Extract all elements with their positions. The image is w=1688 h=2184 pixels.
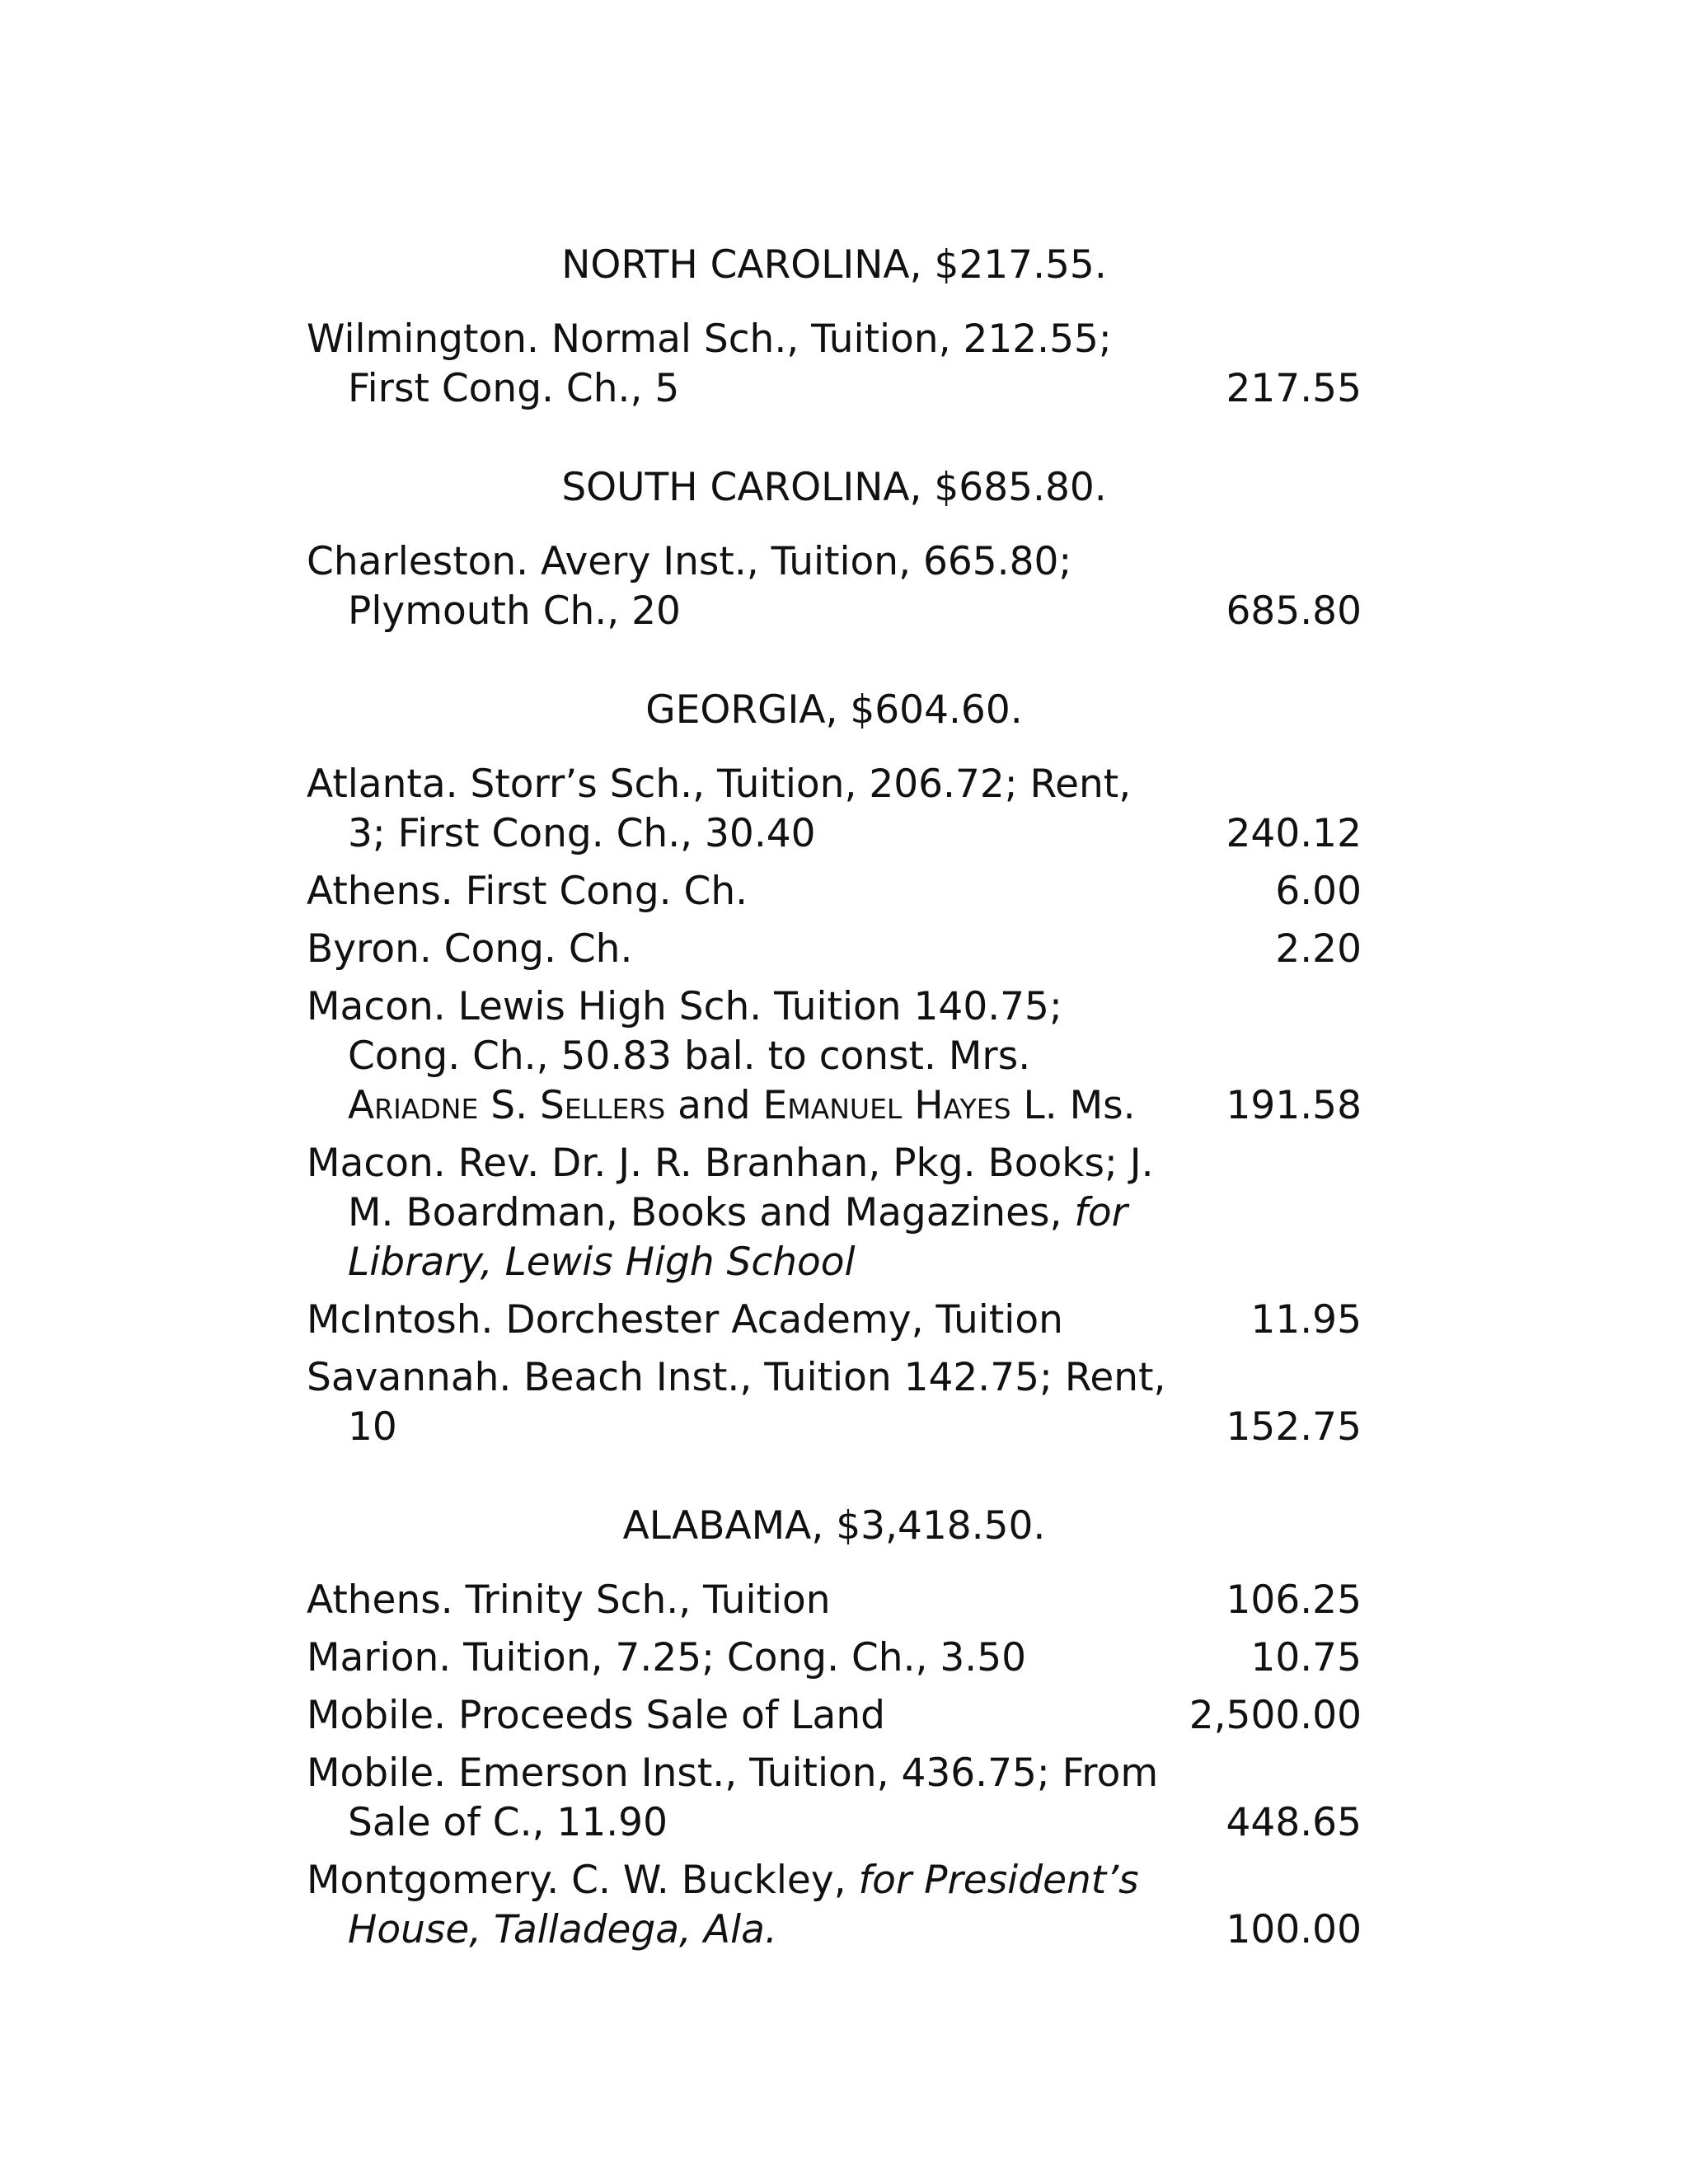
section-heading-georgia: GEORGIA, $604.60.: [645, 687, 1023, 733]
entry-byron: [307, 925, 1362, 974]
entry-amount: 106.25: [1226, 1577, 1362, 1623]
entry-charleston: [307, 537, 1362, 636]
entry-text: Mobile. Proceeds Sale of Land: [307, 1693, 885, 1738]
entry-wilmington: [307, 315, 1362, 414]
entry-name-small-caps: Emanuel Hayes: [762, 1083, 1011, 1128]
entry-text: Macon. Rev. Dr. J. R. Branhan, Pkg. Books; J. M. Boardman, Books and Magazines,: [307, 1141, 1154, 1235]
entry-amount: 448.65: [1226, 1800, 1362, 1845]
entry-text: Marion. Tuition, 7.25; Cong. Ch., 3.50: [307, 1635, 1027, 1680]
entry-amount: 152.75: [1226, 1404, 1362, 1450]
entry-amount: 10.75: [1250, 1635, 1362, 1680]
entry-amount: 685.80: [1226, 588, 1362, 634]
entry-amount: 2.20: [1275, 926, 1362, 972]
entry-text: Savannah. Beach Inst., Tuition 142.75; Rent, 10: [307, 1355, 1166, 1450]
entry-macon-lewis: [307, 982, 1362, 1131]
entry-text: Athens. Trinity Sch., Tuition: [307, 1577, 831, 1623]
entry-amount: 2,500.00: [1189, 1693, 1362, 1738]
entry-montgomery: [307, 1856, 1362, 1955]
entry-text: Atlanta. Storr’s Sch., Tuition, 206.72; Rent, 3; First Cong. Ch., 30.40: [307, 762, 1132, 856]
entry-marion: [307, 1633, 1362, 1683]
entry-amount: 100.00: [1226, 1907, 1362, 1952]
entry-amount: 11.95: [1250, 1297, 1362, 1343]
entry-savannah: [307, 1353, 1362, 1452]
entry-italic-note: for Library, Lewis High School: [348, 1190, 1128, 1285]
entry-amount: 191.58: [1226, 1083, 1362, 1128]
entry-name-small-caps: Sellers: [540, 1083, 666, 1128]
section-heading-alabama: ALABAMA, $3,418.50.: [622, 1503, 1046, 1549]
section-heading-south-carolina: SOUTH CAROLINA, $685.80.: [561, 465, 1107, 510]
entry-amount: 240.12: [1226, 811, 1362, 856]
entry-mobile-emerson: [307, 1749, 1362, 1848]
entry-mcintosh: [307, 1296, 1362, 1345]
entry-italic-note: for President’s House, Talladega, Ala.: [348, 1858, 1139, 1952]
entry-amount: 217.55: [1226, 366, 1362, 411]
entry-athens-ga: [307, 867, 1362, 916]
entry-text: Charleston. Avery Inst., Tuition, 665.80; Plymouth Ch., 20: [307, 539, 1072, 634]
entry-atlanta: [307, 760, 1362, 859]
entry-amount: 6.00: [1275, 869, 1362, 914]
entry-text: Mobile. Emerson Inst., Tuition, 436.75; From Sale of C., 11.90: [307, 1750, 1159, 1845]
entry-text: S.: [478, 1083, 540, 1128]
document-page: [307, 241, 1362, 1955]
entry-athens-al: [307, 1576, 1362, 1625]
entry-text: McIntosh. Dorchester Academy, Tuition: [307, 1297, 1063, 1343]
entry-text: and: [665, 1083, 763, 1128]
entry-text: Athens. First Cong. Ch.: [307, 869, 748, 914]
entry-name-small-caps: Ariadne: [348, 1083, 479, 1128]
entry-text: L. Ms.: [1010, 1083, 1136, 1128]
entry-mobile-land: [307, 1691, 1362, 1741]
entry-text: Byron. Cong. Ch.: [307, 926, 633, 972]
entry-text: Wilmington. Normal Sch., Tuition, 212.55; First Cong. Ch., 5: [307, 316, 1112, 411]
entry-text: Macon. Lewis High Sch. Tuition 140.75; Cong. Ch., 50.83 bal. to const. Mrs.: [307, 984, 1062, 1079]
entry-text: Montgomery. C. W. Buckley,: [307, 1858, 859, 1903]
entry-macon-branhan: [307, 1139, 1362, 1287]
section-heading-north-carolina: NORTH CAROLINA, $217.55.: [561, 242, 1107, 288]
